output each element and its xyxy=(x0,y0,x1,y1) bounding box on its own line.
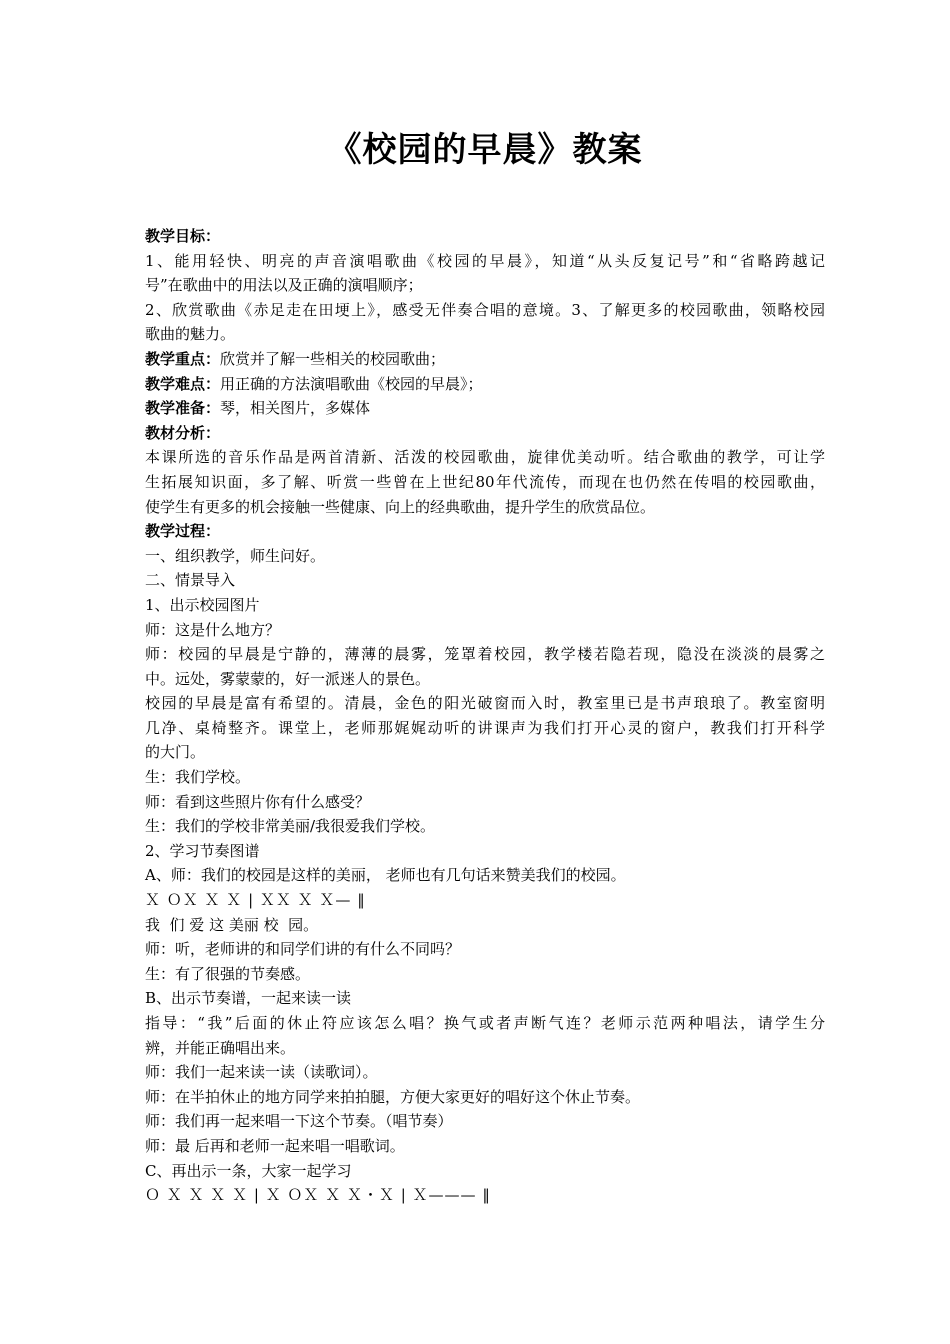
rhythm-lyrics-1: 我 们 爱 这 美丽 校 园。 xyxy=(145,915,319,934)
analysis-heading: 教材分析： xyxy=(145,423,221,442)
process-paragraph: 的大门。 xyxy=(145,743,206,762)
process-paragraph: 师：在半拍休止的地方同学来拍拍腿，方便大家更好的唱好这个休止节奏。 xyxy=(145,1087,641,1106)
process-paragraph: 师：最 后再和老师一起来唱一唱歌词。 xyxy=(145,1136,405,1155)
preparation-label: 教学准备： xyxy=(145,399,221,418)
rhythm-notation-1: Ｘ ＯＸ Ｘ Ｘ | ＸＸ Ｘ Ｘ— ‖ xyxy=(145,891,366,910)
process-paragraph: 几净、桌椅整齐。课堂上，老师那娓娓动听的讲课声为我们打开心灵的窗户，教我们打开科学 xyxy=(145,718,825,737)
difficulty-line xyxy=(145,372,825,397)
process-heading: 教学过程： xyxy=(145,522,221,541)
document-body xyxy=(145,224,825,1208)
difficulty-text: 用正确的方法演唱歌曲《校园的早晨》； xyxy=(220,374,483,393)
objective-2-line-2: 歌曲的魅力。 xyxy=(145,325,236,344)
difficulty-label: 教学难点： xyxy=(145,374,221,393)
key-point-text: 欣赏并了解一些相关的校园歌曲； xyxy=(220,349,446,368)
analysis-line-2: 生拓展知识面，多了解、听赏一些曾在上世纪80年代流传，而现在也仍然在传唱的校园歌曲， xyxy=(145,472,825,491)
document-title: 《校园的早晨》教案 xyxy=(327,130,643,170)
process-paragraph: 校园的早晨是富有希望的。清晨，金色的阳光破窗而入时，教室里已是书声琅琅了。教室窗明 xyxy=(145,694,825,713)
analysis-line-1: 本课所选的音乐作品是两首清新、活泼的校园歌曲，旋律优美动听。结合歌曲的教学，可让学 xyxy=(145,448,825,467)
process-paragraph: 生：我们的学校非常美丽/我很爱我们学校。 xyxy=(145,817,436,836)
preparation-line xyxy=(145,396,825,421)
objectives-heading: 教学目标： xyxy=(145,227,221,245)
process-paragraph: 1、出示校园图片 xyxy=(145,595,260,614)
analysis-line-3: 使学生有更多的机会接触一些健康、向上的经典歌曲，提升学生的欣赏品位。 xyxy=(145,497,656,516)
process-paragraph: B、出示节奏谱，一起来读一读 xyxy=(145,989,352,1008)
preparation-text: 琴，相关图片，多媒体 xyxy=(220,399,371,418)
process-paragraph: 师：看到这些照片你有什么感受？ xyxy=(145,792,371,811)
process-paragraph: 师：我们一起来读一读（读歌词）。 xyxy=(145,1063,378,1082)
process-paragraph: 师：听，老师讲的和同学们讲的有什么不同吗？ xyxy=(145,940,461,959)
rhythm-notation-2: Ｏ Ｘ Ｘ Ｘ Ｘ | Ｘ ＯＸ Ｘ Ｘ・Ｘ | Ｘ——— ‖ xyxy=(145,1186,491,1205)
process-paragraph: 生：我们学校。 xyxy=(145,768,251,787)
objective-2-line-1: 2、欣赏歌曲《赤足走在田埂上》，感受无伴奏合唱的意境。3、了解更多的校园歌曲，领略校园 xyxy=(145,300,825,319)
process-paragraph: 一、组织教学，师生问好。 xyxy=(145,546,326,565)
process-paragraph: 辨，并能正确唱出来。 xyxy=(145,1038,296,1057)
process-paragraph: 师：我们再一起来唱一下这个节奏。（唱节奏） xyxy=(145,1112,453,1131)
process-paragraph: A、师：我们的校园是这样的美丽， 老师也有几句话来赞美我们的校园。 xyxy=(145,866,626,885)
process-paragraph: 二、情景导入 xyxy=(145,571,236,590)
objective-1-line-1: 1、能用轻快、明亮的声音演唱歌曲《校园的早晨》，知道“从头反复记号”和“省略跨越记 xyxy=(145,251,825,270)
process-paragraph: 指导：“我”后面的休止符应该怎么唱？换气或者声断气连？老师示范两种唱法，请学生分 xyxy=(145,1014,825,1032)
key-point-label: 教学重点： xyxy=(145,349,221,368)
objective-1-line-2: 号”在歌曲中的用法以及正确的演唱顺序； xyxy=(145,276,423,295)
key-point-line xyxy=(145,347,825,372)
process-paragraph: 中。远处，雾蒙蒙的，好一派迷人的景色。 xyxy=(145,669,431,688)
process-paragraph: 师：这是什么地方？ xyxy=(145,620,281,639)
process-paragraph: 生：有了很强的节奏感。 xyxy=(145,964,311,983)
process-paragraph: C、再出示一条，大家一起学习 xyxy=(145,1161,352,1180)
process-paragraph: 2、学习节奏图谱 xyxy=(145,841,260,860)
process-paragraph: 师：校园的早晨是宁静的，薄薄的晨雾，笼罩着校园，教学楼若隐若现，隐没在淡淡的晨雾之 xyxy=(145,645,825,664)
